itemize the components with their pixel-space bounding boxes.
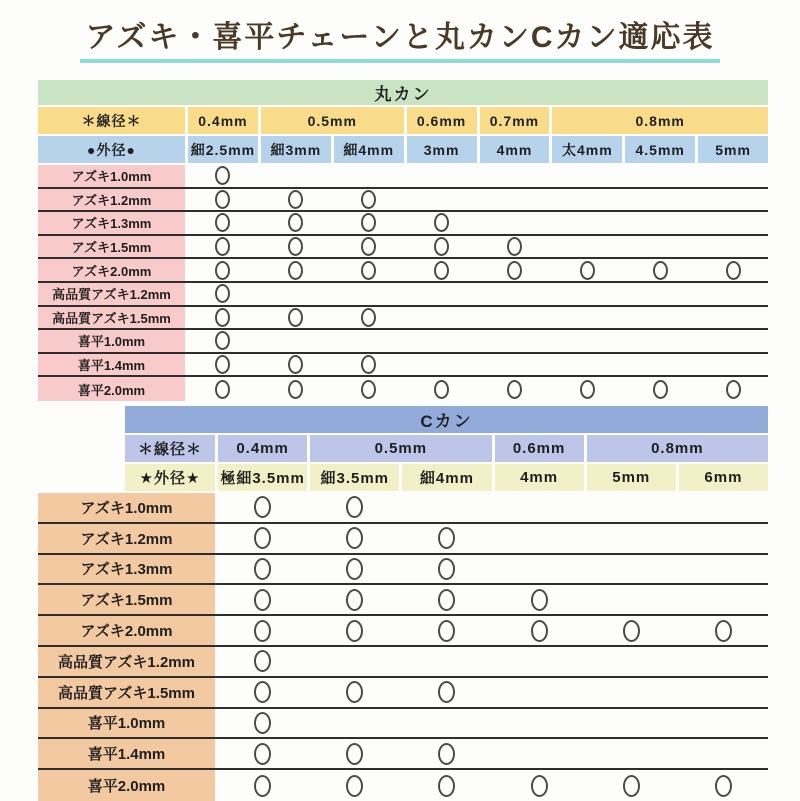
outer-diameter-value: 細3mm	[261, 136, 331, 163]
compatibility-cell	[218, 524, 307, 553]
circle-mark	[653, 261, 668, 280]
circle-mark	[254, 558, 271, 580]
maru-outer-diameter-row	[38, 136, 768, 163]
compatibility-cell	[334, 377, 404, 401]
compatibility-cell	[310, 616, 399, 645]
circle-mark	[361, 261, 376, 280]
chain-row-label: アズキ1.5mm	[38, 236, 185, 258]
header-indent-spacer	[38, 435, 122, 462]
circle-mark	[438, 620, 455, 642]
compatibility-cell	[402, 678, 491, 707]
chain-row-label: 喜平2.0mm	[38, 377, 185, 401]
compatibility-cell	[188, 354, 258, 376]
outer-diameter-value: 太4mm	[552, 136, 622, 163]
compatibility-cell	[552, 377, 622, 401]
table-row	[38, 189, 768, 213]
compatibility-cell	[480, 354, 550, 376]
circle-mark	[215, 261, 230, 280]
compatibility-cell	[625, 259, 695, 281]
compatibility-cell	[188, 377, 258, 401]
circle-mark	[361, 213, 376, 232]
compatibility-cell	[407, 307, 477, 329]
compatibility-cell	[679, 555, 768, 584]
compatibility-cell	[310, 493, 399, 522]
compatibility-cell	[625, 330, 695, 352]
wire-diameter-label: ＊線径＊	[125, 435, 215, 462]
circle-mark	[434, 213, 449, 232]
table-row	[38, 739, 768, 770]
compatibility-cell	[261, 330, 331, 352]
circle-mark	[288, 380, 303, 399]
circle-mark	[288, 355, 303, 374]
compatibility-cell	[480, 259, 550, 281]
chain-row-label: アズキ1.5mm	[38, 585, 215, 614]
chain-row-label: 高品質アズキ1.5mm	[38, 307, 185, 329]
outer-diameter-value: 細2.5mm	[188, 136, 258, 163]
compatibility-cell	[402, 616, 491, 645]
c-kan-table	[38, 406, 768, 801]
outer-diameter-value: 5mm	[698, 136, 768, 163]
circle-mark	[361, 308, 376, 327]
circle-mark	[254, 681, 271, 703]
table-row	[38, 524, 768, 555]
compatibility-cell	[310, 709, 399, 738]
maru-wire-diameter-row	[38, 107, 768, 134]
chain-row-label: アズキ1.0mm	[38, 493, 215, 522]
compatibility-cell	[698, 307, 768, 329]
compatibility-cell	[679, 770, 768, 801]
compatibility-cell	[407, 165, 477, 187]
compatibility-cell	[587, 616, 676, 645]
circle-mark	[346, 620, 363, 642]
compatibility-cell	[407, 212, 477, 234]
circle-mark	[254, 527, 271, 549]
header-indent-spacer	[38, 464, 122, 491]
circle-mark	[726, 380, 741, 399]
circle-mark	[438, 558, 455, 580]
maru-kan-table	[38, 80, 768, 401]
chain-row-label: アズキ1.3mm	[38, 555, 215, 584]
compatibility-cell	[698, 189, 768, 211]
outer-diameter-value: 細4mm	[402, 464, 491, 491]
compatibility-cell	[679, 493, 768, 522]
compatibility-cell	[480, 283, 550, 305]
compatibility-cell	[679, 585, 768, 614]
compatibility-cell	[679, 647, 768, 676]
circle-mark	[288, 213, 303, 232]
compatibility-cell	[218, 770, 307, 801]
compatibility-cell	[587, 493, 676, 522]
compatibility-cell	[218, 493, 307, 522]
table-row	[38, 678, 768, 709]
compatibility-cell	[587, 739, 676, 768]
ckan-wire-diameter-row	[38, 435, 768, 462]
compatibility-cell	[480, 377, 550, 401]
compatibility-cell	[698, 354, 768, 376]
table-row	[38, 165, 768, 189]
circle-mark	[215, 190, 230, 209]
compatibility-cell	[261, 259, 331, 281]
compatibility-cell	[698, 283, 768, 305]
compatibility-cell	[495, 493, 584, 522]
compatibility-cell	[625, 354, 695, 376]
ckan-outer-diameter-row	[38, 464, 768, 491]
circle-mark	[434, 237, 449, 256]
compatibility-cell	[310, 678, 399, 707]
circle-mark	[715, 620, 732, 642]
outer-diameter-value: 4.5mm	[625, 136, 695, 163]
compatibility-cell	[188, 189, 258, 211]
circle-mark	[254, 496, 271, 518]
compatibility-cell	[407, 377, 477, 401]
wire-diameter-value: 0.5mm	[261, 107, 404, 134]
chain-row-label: アズキ1.3mm	[38, 212, 185, 234]
circle-mark	[361, 380, 376, 399]
chain-row-label: 高品質アズキ1.5mm	[38, 678, 215, 707]
compatibility-cell	[698, 236, 768, 258]
compatibility-cell	[552, 236, 622, 258]
compatibility-cell	[310, 555, 399, 584]
compatibility-cell	[261, 189, 331, 211]
table-row	[38, 647, 768, 678]
table-row	[38, 212, 768, 236]
wire-diameter-label: ＊線径＊	[38, 107, 185, 134]
outer-diameter-value: 極細3.5mm	[218, 464, 307, 491]
compatibility-cell	[495, 709, 584, 738]
compatibility-cell	[587, 647, 676, 676]
compatibility-cell	[480, 165, 550, 187]
compatibility-cell	[625, 377, 695, 401]
compatibility-cell	[625, 189, 695, 211]
outer-diameter-label: ★外径★	[125, 464, 215, 491]
compatibility-cell	[218, 709, 307, 738]
circle-mark	[215, 331, 230, 350]
outer-diameter-value: 細4mm	[334, 136, 404, 163]
table-row	[38, 259, 768, 283]
chain-row-label: 喜平2.0mm	[38, 770, 215, 801]
compatibility-cell	[679, 616, 768, 645]
compatibility-cell	[402, 555, 491, 584]
compatibility-cell	[407, 283, 477, 305]
circle-mark	[346, 743, 363, 765]
compatibility-cell	[261, 377, 331, 401]
circle-mark	[215, 166, 230, 185]
compatibility-cell	[552, 354, 622, 376]
compatibility-cell	[261, 307, 331, 329]
wire-diameter-value: 0.6mm	[407, 107, 477, 134]
compatibility-cell	[679, 678, 768, 707]
compatibility-cell	[552, 189, 622, 211]
compatibility-cell	[698, 165, 768, 187]
compatibility-cell	[218, 616, 307, 645]
outer-diameter-value: 3mm	[407, 136, 477, 163]
chain-row-label: アズキ1.2mm	[38, 524, 215, 553]
chain-row-label: 喜平1.0mm	[38, 709, 215, 738]
compatibility-cell	[625, 165, 695, 187]
table-row	[38, 283, 768, 307]
compatibility-cell	[625, 307, 695, 329]
circle-mark	[215, 237, 230, 256]
compatibility-cell	[495, 647, 584, 676]
circle-mark	[361, 237, 376, 256]
compatibility-cell	[310, 770, 399, 801]
table-row	[38, 307, 768, 331]
page-title: アズキ・喜平チェーンと丸カンCカン適応表	[80, 20, 721, 63]
circle-mark	[254, 620, 271, 642]
chain-row-label: 喜平1.4mm	[38, 739, 215, 768]
circle-mark	[215, 284, 230, 303]
compatibility-cell	[261, 236, 331, 258]
compatibility-cell	[218, 647, 307, 676]
compatibility-cell	[188, 259, 258, 281]
outer-diameter-value: 5mm	[587, 464, 676, 491]
compatibility-cell	[261, 354, 331, 376]
circle-mark	[434, 380, 449, 399]
chain-row-label: アズキ2.0mm	[38, 259, 185, 281]
compatibility-cell	[218, 585, 307, 614]
compatibility-cell	[402, 770, 491, 801]
compatibility-cell	[480, 212, 550, 234]
compatibility-cell	[407, 354, 477, 376]
circle-mark	[531, 620, 548, 642]
circle-mark	[288, 237, 303, 256]
compatibility-cell	[698, 330, 768, 352]
circle-mark	[254, 775, 271, 797]
compatibility-cell	[480, 307, 550, 329]
compatibility-cell	[402, 585, 491, 614]
outer-diameter-value: 4mm	[480, 136, 550, 163]
circle-mark	[438, 743, 455, 765]
compatibility-cell	[552, 259, 622, 281]
circle-mark	[580, 261, 595, 280]
circle-mark	[254, 743, 271, 765]
compatibility-cell	[310, 647, 399, 676]
compatibility-cell	[402, 524, 491, 553]
compatibility-cell	[480, 236, 550, 258]
maru-table-title: 丸カン	[38, 80, 768, 105]
circle-mark	[531, 775, 548, 797]
compatibility-cell	[188, 165, 258, 187]
chain-row-label: アズキ1.0mm	[38, 165, 185, 187]
compatibility-cell	[261, 212, 331, 234]
compatibility-cell	[480, 330, 550, 352]
compatibility-cell	[552, 212, 622, 234]
table-row	[38, 377, 768, 401]
table-row	[38, 770, 768, 801]
compatibility-cell	[587, 709, 676, 738]
compatibility-cell	[698, 377, 768, 401]
circle-mark	[531, 589, 548, 611]
circle-mark	[507, 237, 522, 256]
table-row	[38, 616, 768, 647]
compatibility-cell	[334, 354, 404, 376]
compatibility-cell	[407, 330, 477, 352]
circle-mark	[361, 190, 376, 209]
compatibility-cell	[587, 770, 676, 801]
chain-row-label: アズキ1.2mm	[38, 189, 185, 211]
compatibility-cell	[495, 616, 584, 645]
compatibility-cell	[402, 739, 491, 768]
outer-diameter-value: 4mm	[495, 464, 584, 491]
compatibility-cell	[310, 585, 399, 614]
table-row	[38, 585, 768, 616]
circle-mark	[438, 775, 455, 797]
circle-mark	[346, 775, 363, 797]
compatibility-cell	[587, 585, 676, 614]
table-row	[38, 236, 768, 260]
circle-mark	[623, 620, 640, 642]
table-row	[38, 354, 768, 378]
compatibility-cell	[188, 330, 258, 352]
compatibility-cell	[334, 307, 404, 329]
compatibility-cell	[218, 555, 307, 584]
compatibility-cell	[587, 555, 676, 584]
circle-mark	[288, 261, 303, 280]
compatibility-cell	[625, 283, 695, 305]
wire-diameter-value: 0.8mm	[552, 107, 768, 134]
circle-mark	[507, 380, 522, 399]
circle-mark	[507, 261, 522, 280]
outer-diameter-label: ●外径●	[38, 136, 185, 163]
circle-mark	[215, 355, 230, 374]
compatibility-cell	[402, 709, 491, 738]
circle-mark	[438, 681, 455, 703]
compatibility-cell	[587, 524, 676, 553]
wire-diameter-value: 0.5mm	[310, 435, 491, 462]
compatibility-cell	[625, 236, 695, 258]
compatibility-cell	[552, 165, 622, 187]
compatibility-cell	[698, 212, 768, 234]
ckan-table-body	[38, 493, 768, 801]
wire-diameter-value: 0.8mm	[587, 435, 768, 462]
ckan-table-title: Cカン	[125, 406, 768, 433]
chain-row-label: 高品質アズキ1.2mm	[38, 283, 185, 305]
chain-row-label: 高品質アズキ1.2mm	[38, 647, 215, 676]
compatibility-cell	[218, 678, 307, 707]
circle-mark	[623, 775, 640, 797]
compatibility-cell	[334, 259, 404, 281]
title-block	[0, 0, 800, 68]
compatibility-cell	[495, 678, 584, 707]
compatibility-cell	[495, 739, 584, 768]
circle-mark	[346, 589, 363, 611]
compatibility-cell	[310, 739, 399, 768]
circle-mark	[346, 527, 363, 549]
compatibility-cell	[402, 647, 491, 676]
compatibility-cell	[334, 330, 404, 352]
compatibility-cell	[218, 739, 307, 768]
circle-mark	[361, 355, 376, 374]
compatibility-cell	[334, 212, 404, 234]
circle-mark	[346, 558, 363, 580]
compatibility-cell	[480, 189, 550, 211]
chain-row-label: アズキ2.0mm	[38, 616, 215, 645]
circle-mark	[434, 261, 449, 280]
compatibility-cell	[552, 283, 622, 305]
compatibility-cell	[495, 770, 584, 801]
circle-mark	[438, 589, 455, 611]
compatibility-cell	[679, 524, 768, 553]
circle-mark	[346, 681, 363, 703]
compatibility-cell	[188, 236, 258, 258]
compatibility-cell	[679, 709, 768, 738]
circle-mark	[346, 496, 363, 518]
circle-mark	[653, 380, 668, 399]
compatibility-cell	[495, 524, 584, 553]
compatibility-cell	[407, 236, 477, 258]
chain-row-label: 喜平1.4mm	[38, 354, 185, 376]
compatibility-cell	[188, 212, 258, 234]
compatibility-cell	[679, 739, 768, 768]
compatibility-cell	[495, 585, 584, 614]
compatibility-cell	[587, 678, 676, 707]
wire-diameter-value: 0.6mm	[495, 435, 584, 462]
compatibility-cell	[625, 212, 695, 234]
table-row	[38, 493, 768, 524]
circle-mark	[288, 308, 303, 327]
chain-row-label: 喜平1.0mm	[38, 330, 185, 352]
compatibility-cell	[552, 307, 622, 329]
circle-mark	[438, 527, 455, 549]
outer-diameter-value: 細3.5mm	[310, 464, 399, 491]
circle-mark	[288, 190, 303, 209]
compatibility-cell	[402, 493, 491, 522]
circle-mark	[254, 589, 271, 611]
circle-mark	[580, 380, 595, 399]
compatibility-cell	[495, 555, 584, 584]
compatibility-cell	[334, 165, 404, 187]
compatibility-cell	[310, 524, 399, 553]
circle-mark	[215, 308, 230, 327]
circle-mark	[215, 380, 230, 399]
compatibility-cell	[698, 259, 768, 281]
wire-diameter-value: 0.4mm	[188, 107, 258, 134]
wire-diameter-value: 0.4mm	[218, 435, 307, 462]
compatibility-cell	[407, 189, 477, 211]
compatibility-cell	[261, 165, 331, 187]
maru-table-body	[38, 165, 768, 401]
compatibility-cell	[188, 307, 258, 329]
wire-diameter-value: 0.7mm	[480, 107, 550, 134]
circle-mark	[215, 213, 230, 232]
table-row	[38, 555, 768, 586]
compatibility-cell	[334, 189, 404, 211]
compatibility-cell	[334, 236, 404, 258]
compatibility-cell	[261, 283, 331, 305]
circle-mark	[254, 650, 271, 672]
outer-diameter-value: 6mm	[679, 464, 768, 491]
circle-mark	[254, 712, 271, 734]
table-row	[38, 330, 768, 354]
circle-mark	[715, 775, 732, 797]
compatibility-cell	[552, 330, 622, 352]
compatibility-cell	[188, 283, 258, 305]
table-row	[38, 709, 768, 740]
circle-mark	[726, 261, 741, 280]
compatibility-cell	[334, 283, 404, 305]
compatibility-cell	[407, 259, 477, 281]
